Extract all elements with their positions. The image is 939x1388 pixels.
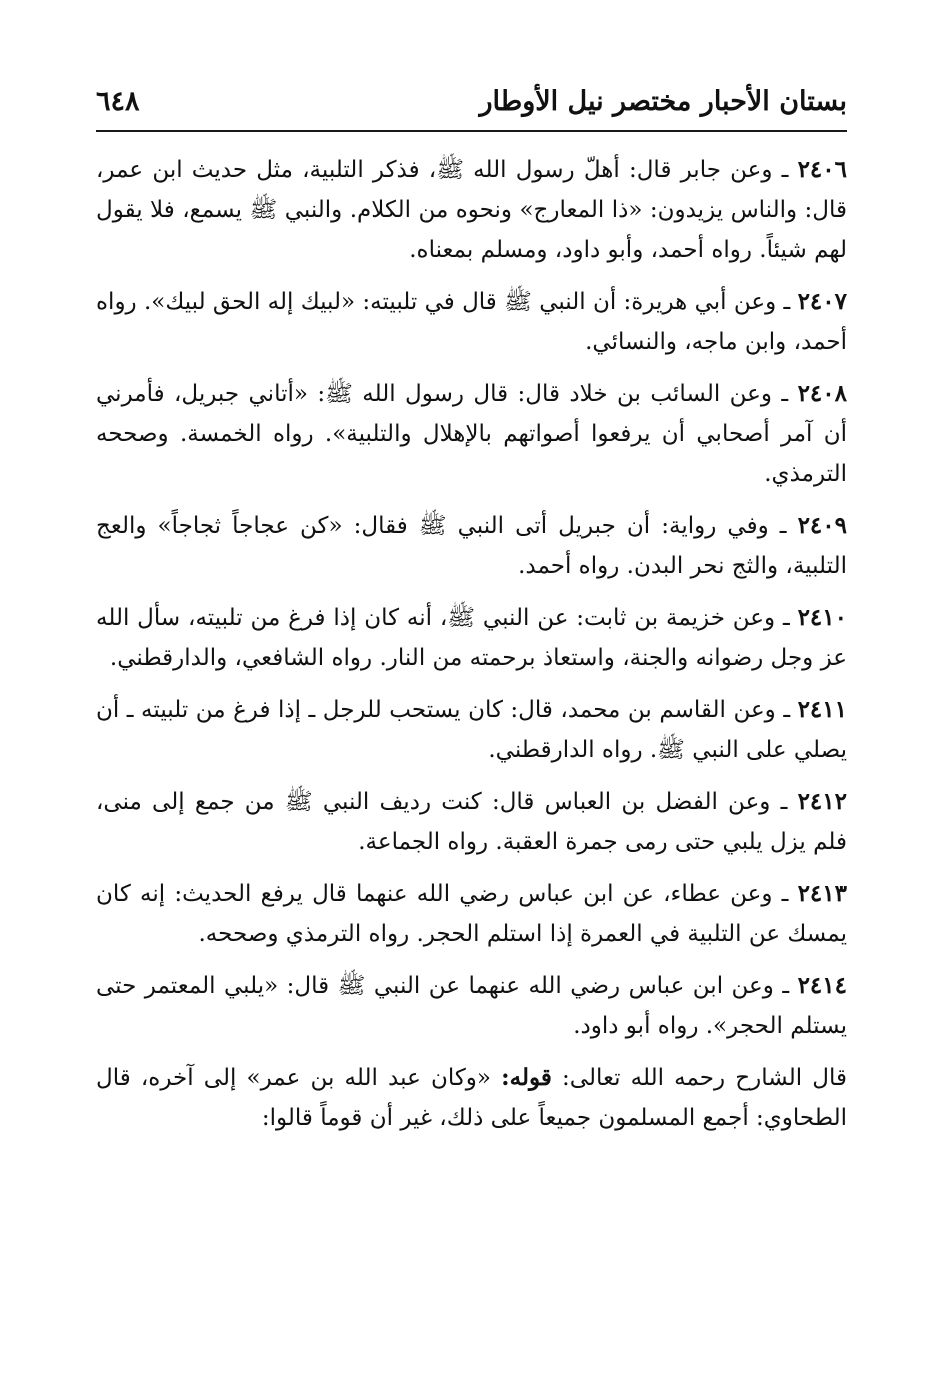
page-number: ٦٤٨ (96, 86, 140, 117)
hadith-paragraph: ٢٤١٣ ـ وعن عطاء، عن ابن عباس رضي الله عنهما قال يرفع الحديث: إنه كان يمسك عن التلبية في العمرة إذا استلم الحجر. رواه الترمذي وصححه. (96, 880, 847, 947)
hadith-text: وعن عطاء، عن ابن عباس رضي الله عنهما قال يرفع الحديث: إنه كان يمسك عن التلبية في العمرة إذا استلم الحجر. رواه الترمذي وصححه. (96, 881, 847, 947)
hadith-paragraph: ٢٤٠٨ ـ وعن السائب بن خلاد قال: قال رسول الله ﷺ: «أتاني جبريل، فأمرني أن آمر أصحابي أن يرفعوا أصواتهم بالإهلال والتلبية». رواه الخمسة. وصححه الترمذي. (96, 380, 847, 487)
book-title: بستان الأحبار مختصر نيل الأوطار (479, 86, 847, 117)
hadith-number: ٢٤١٣ (797, 880, 847, 907)
hadith-text: وعن أبي هريرة: أن النبي ﷺ قال في تلبيته: «لبيك إله الحق لبيك». رواه أحمد، وابن ماجه، والنسائي. (96, 289, 847, 355)
commentary-text: «وكان عبد الله بن عمر» إلى آخره، قال الطحاوي: أجمع المسلمون جميعاً على ذلك، غير أن قوماً قالوا: (96, 1065, 847, 1131)
hadith-paragraph: ٢٤٠٦ ـ وعن جابر قال: أهلّ رسول الله ﷺ، فذكر التلبية، مثل حديث ابن عمر، قال: والناس يزيدون: «ذا المعارج» ونحوه من الكلام. والنبي ﷺ يسمع، فلا يقول لهم شيئاً. رواه أحمد، وأبو داود، ومسلم بمعناه. (96, 156, 847, 263)
commentary-intro: قال الشارح رحمه الله تعالى: (562, 1065, 848, 1091)
hadith-number: ٢٤١٤ (797, 972, 847, 999)
hadith-paragraph: ٢٤١٢ ـ وعن الفضل بن العباس قال: كنت رديف النبي ﷺ من جمع إلى منى، فلم يزل يلبي حتى رمى جمرة العقبة. رواه الجماعة. (96, 788, 847, 855)
hadith-text: وعن السائب بن خلاد قال: قال رسول الله ﷺ: «أتاني جبريل، فأمرني أن آمر أصحابي أن يرفعوا أصواتهم بالإهلال والتلبية». رواه الخمسة. وصححه الترمذي. (96, 381, 847, 487)
hadith-number: ٢٤١٢ (797, 788, 847, 815)
page-body (96, 150, 847, 1138)
running-header (96, 82, 847, 132)
hadith-number: ٢٤٠٨ (797, 380, 847, 407)
hadith-text: وعن الفضل بن العباس قال: كنت رديف النبي ﷺ من جمع إلى منى، فلم يزل يلبي حتى رمى جمرة العقبة. رواه الجماعة. (96, 789, 847, 855)
hadith-text: وعن ابن عباس رضي الله عنهما عن النبي ﷺ قال: «يلبي المعتمر حتى يستلم الحجر». رواه أبو داود. (96, 973, 847, 1039)
book-page (96, 82, 847, 1322)
commentary-keyword: قوله: (501, 1064, 552, 1091)
hadith-paragraph: ٢٤١٠ ـ وعن خزيمة بن ثابت: عن النبي ﷺ، أنه كان إذا فرغ من تلبيته، سأل الله عز وجل رضوانه والجنة، واستعاذ برحمته من النار. رواه الشافعي، والدارقطني. (96, 604, 847, 671)
hadith-text: وعن خزيمة بن ثابت: عن النبي ﷺ، أنه كان إذا فرغ من تلبيته، سأل الله عز وجل رضوانه والجنة، واستعاذ برحمته من النار. رواه الشافعي، والدارقطني. (96, 605, 847, 671)
hadith-number: ٢٤٠٧ (797, 288, 847, 315)
hadith-number: ٢٤١١ (797, 696, 847, 723)
hadith-text: وفي رواية: أن جبريل أتى النبي ﷺ فقال: «كن عجاجاً ثجاجاً» والعج التلبية، والثج نحر البدن. رواه أحمد. (96, 513, 847, 579)
hadith-paragraph: ٢٤٠٩ ـ وفي رواية: أن جبريل أتى النبي ﷺ فقال: «كن عجاجاً ثجاجاً» والعج التلبية، والثج نحر البدن. رواه أحمد. (96, 512, 847, 579)
hadith-paragraph: ٢٤١٤ ـ وعن ابن عباس رضي الله عنهما عن النبي ﷺ قال: «يلبي المعتمر حتى يستلم الحجر». رواه أبو داود. (96, 972, 847, 1039)
hadith-paragraph: ٢٤٠٧ ـ وعن أبي هريرة: أن النبي ﷺ قال في تلبيته: «لبيك إله الحق لبيك». رواه أحمد، وابن ماجه، والنسائي. (96, 288, 847, 355)
hadith-text: وعن جابر قال: أهلّ رسول الله ﷺ، فذكر التلبية، مثل حديث ابن عمر، قال: والناس يزيدون: «ذا المعارج» ونحوه من الكلام. والنبي ﷺ يسمع، فلا يقول لهم شيئاً. رواه أحمد، وأبو داود، ومسلم بمعناه. (96, 157, 847, 263)
hadith-paragraph: ٢٤١١ ـ وعن القاسم بن محمد، قال: كان يستحب للرجل ـ إذا فرغ من تلبيته ـ أن يصلي على النبي ﷺ. رواه الدارقطني. (96, 696, 847, 763)
hadith-text: وعن القاسم بن محمد، قال: كان يستحب للرجل ـ إذا فرغ من تلبيته ـ أن يصلي على النبي ﷺ. رواه الدارقطني. (96, 697, 847, 763)
hadith-number: ٢٤٠٩ (797, 512, 847, 539)
commentary-paragraph (96, 1058, 847, 1138)
hadith-number: ٢٤١٠ (797, 604, 847, 631)
hadith-number: ٢٤٠٦ (797, 156, 847, 183)
